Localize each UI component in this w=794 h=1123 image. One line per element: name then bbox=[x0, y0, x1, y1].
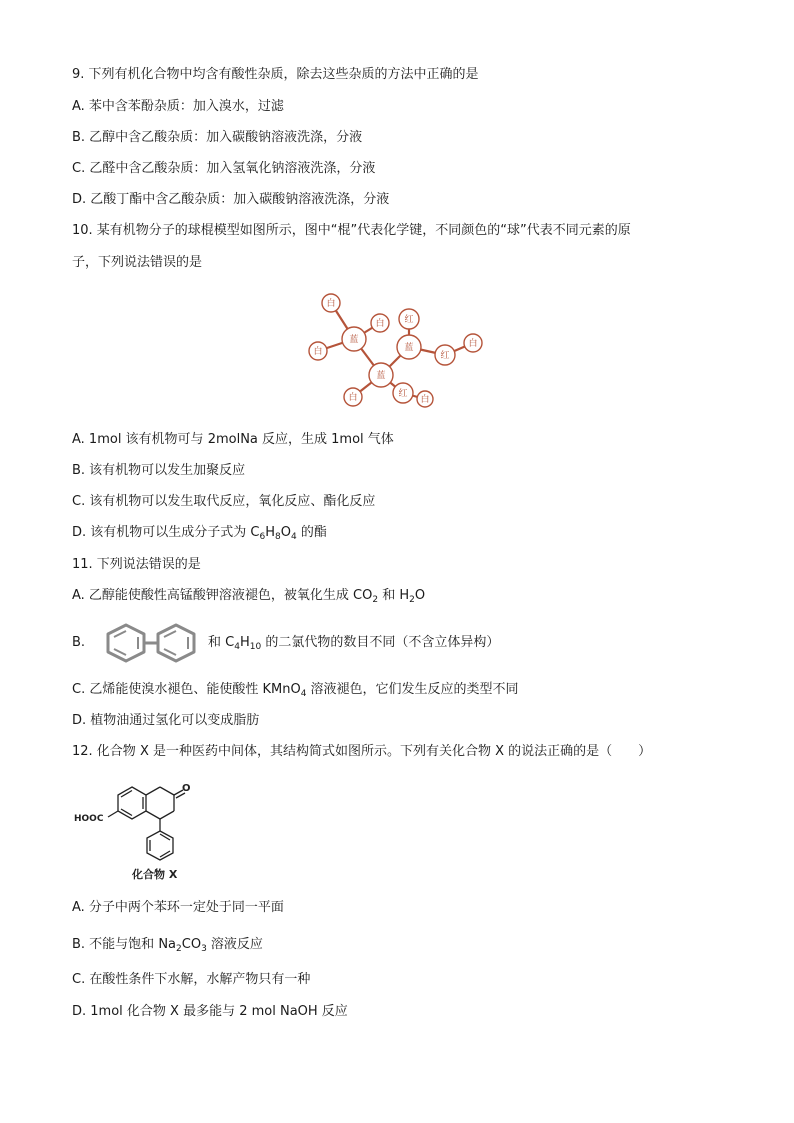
ball-label: 白 bbox=[348, 393, 358, 403]
q10-option-a: A. 1mol 该有机物可与 2molNa 反应，生成 1mol 气体 bbox=[72, 432, 394, 447]
q9-option-d: D. 乙酸丁酯中含乙酸杂质：加入碳酸钠溶液洗涤，分液 bbox=[72, 192, 390, 207]
q10-option-c: C. 该有机物可以发生取代反应，氧化反应、酯化反应 bbox=[72, 494, 376, 509]
q10-option-d: D. 该有机物可以生成分子式为 $C_6H_8O_4$ 的酯 bbox=[72, 525, 327, 542]
q9-option-a: A. 苯中含苯酚杂质：加入溴水，过滤 bbox=[72, 99, 284, 114]
ball-label: 白 bbox=[375, 319, 385, 329]
ball-label: 白 bbox=[468, 339, 478, 349]
q11-option-a: A. 乙醇能使酸性高锰酸钾溶液褪色，被氧化生成 $CO_2$ 和 $H_2O$ bbox=[72, 588, 426, 605]
ball-label: 蓝 bbox=[349, 335, 359, 345]
q11-option-d: D. 植物油通过氢化可以变成脂肪 bbox=[72, 713, 260, 728]
ball-label: 红 bbox=[398, 389, 408, 399]
carbonyl-o-label: O bbox=[182, 783, 191, 794]
q10-stem-line1: 10. 某有机物分子的球棍模型如图所示，图中“棍”代表化学键，不同颜色的“球”代表不同元素的原 bbox=[72, 223, 631, 238]
q11-option-c: C. 乙烯能使溴水褪色、能使酸性 KMnO$_4$ 溶液褪色，它们发生反应的类型不同 bbox=[72, 682, 519, 699]
ball-and-stick-model bbox=[305, 287, 495, 412]
q12-stem: 12. 化合物 X 是一种医药中间体，其结构简式如图所示。下列有关化合物 X 的说法正确的是（ ） bbox=[72, 744, 652, 759]
q12-option-c: C. 在酸性条件下水解，水解产物只有一种 bbox=[72, 972, 311, 987]
q10-option-b: B. 该有机物可以发生加聚反应 bbox=[72, 463, 246, 478]
q12-option-a: A. 分子中两个苯环一定处于同一平面 bbox=[72, 900, 284, 915]
ball-label: 白 bbox=[420, 395, 430, 405]
q9-stem: 9. 下列有机化合物中均含有酸性杂质，除去这些杂质的方法中正确的是 bbox=[72, 67, 479, 82]
q12-option-b: B. 不能与饱和 $Na_2CO_3$ 溶液反应 bbox=[72, 937, 263, 954]
q9-option-c: C. 乙醛中含乙酸杂质：加入氢氧化钠溶液洗涤，分液 bbox=[72, 161, 376, 176]
q10-stem-line2: 子，下列说法错误的是 bbox=[72, 255, 203, 270]
q11-option-b-text: 和 $C_4H_{10}$ 的二氯代物的数目不同（不含立体异构） bbox=[208, 635, 500, 652]
hooc-label: HOOC bbox=[74, 814, 104, 824]
ball-label: 白 bbox=[326, 299, 336, 309]
ball-label: 蓝 bbox=[376, 371, 386, 381]
ball-label: 红 bbox=[404, 315, 414, 325]
ball-label: 白 bbox=[313, 347, 323, 357]
compound-caption: 化合物 X bbox=[132, 868, 178, 881]
ball-label: 蓝 bbox=[404, 343, 414, 353]
q12-option-d: D. 1mol 化合物 X 最多能与 2 mol NaOH 反应 bbox=[72, 1004, 348, 1019]
q9-option-b: B. 乙醇中含乙酸杂质：加入碳酸钠溶液洗涤，分液 bbox=[72, 130, 363, 145]
q11-stem: 11. 下列说法错误的是 bbox=[72, 557, 201, 572]
ball-label: 红 bbox=[440, 351, 450, 361]
q11-option-b-label: B. bbox=[72, 635, 86, 650]
compound-x-structure bbox=[70, 775, 210, 885]
biphenyl-structure bbox=[95, 621, 207, 665]
